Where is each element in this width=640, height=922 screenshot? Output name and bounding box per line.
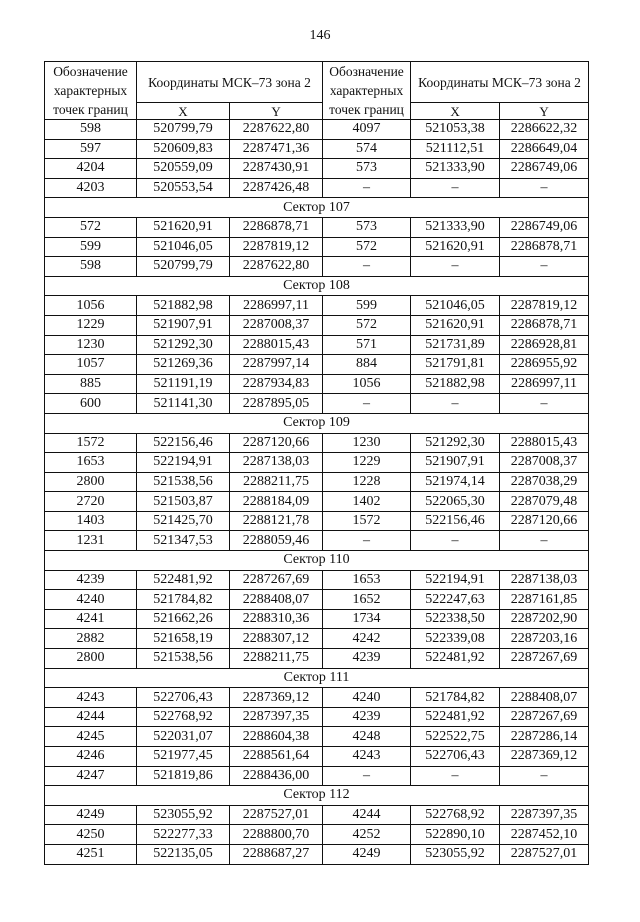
- right-x-cell: –: [411, 766, 500, 786]
- table-row: [45, 531, 589, 551]
- left-point-cell: 1403: [45, 511, 137, 531]
- left-x-cell: 522031,07: [137, 727, 230, 747]
- right-x-cell: 522768,92: [411, 805, 500, 825]
- table-row: [45, 766, 589, 786]
- table-row: [45, 629, 589, 649]
- left-x-cell: 520559,09: [137, 159, 230, 179]
- table-row: [45, 649, 589, 669]
- left-point-cell: 4251: [45, 844, 137, 864]
- right-point-cell: 4242: [323, 629, 411, 649]
- right-point-cell: 4248: [323, 727, 411, 747]
- right-y-cell: 2287286,14: [500, 727, 589, 747]
- left-y-cell: 2288184,09: [230, 492, 323, 512]
- right-x-cell: 522247,63: [411, 590, 500, 610]
- left-y-cell: 2287138,03: [230, 453, 323, 473]
- table-row: [45, 511, 589, 531]
- right-y-cell: 2287267,69: [500, 649, 589, 669]
- right-y-cell: 2286749,06: [500, 159, 589, 179]
- sector-label: Сектор 108: [45, 276, 589, 296]
- left-point-cell: 597: [45, 139, 137, 159]
- left-y-cell: 2288211,75: [230, 649, 323, 669]
- left-y-cell: 2287369,12: [230, 688, 323, 708]
- right-point-cell: 1572: [323, 511, 411, 531]
- right-x-cell: 521882,98: [411, 374, 500, 394]
- left-x-cell: 522135,05: [137, 844, 230, 864]
- left-x-cell: 521658,19: [137, 629, 230, 649]
- left-x-cell: 521141,30: [137, 394, 230, 414]
- left-x-cell: 521292,30: [137, 335, 230, 355]
- left-y-cell: 2288211,75: [230, 472, 323, 492]
- left-point-cell: 4244: [45, 707, 137, 727]
- left-y-cell: 2287997,14: [230, 355, 323, 375]
- right-y-cell: 2287138,03: [500, 570, 589, 590]
- left-point-cell: 4241: [45, 609, 137, 629]
- left-point-cell: 4239: [45, 570, 137, 590]
- right-y-cell: –: [500, 531, 589, 551]
- left-x-cell: 521191,19: [137, 374, 230, 394]
- left-x-cell: 521784,82: [137, 590, 230, 610]
- right-y-cell: 2287008,37: [500, 453, 589, 473]
- right-y-cell: 2288408,07: [500, 688, 589, 708]
- right-x-cell: –: [411, 257, 500, 277]
- left-point-cell: 572: [45, 217, 137, 237]
- table-row: [45, 120, 589, 140]
- left-point-cell: 2800: [45, 472, 137, 492]
- left-y-cell: 2287397,35: [230, 707, 323, 727]
- table-row: [45, 315, 589, 335]
- table-row: [45, 355, 589, 375]
- left-y-cell: 2288310,36: [230, 609, 323, 629]
- right-x-cell: 521292,30: [411, 433, 500, 453]
- left-y-cell: 2288408,07: [230, 590, 323, 610]
- left-x-cell: 521819,86: [137, 766, 230, 786]
- right-point-cell: –: [323, 766, 411, 786]
- right-x-cell: 522194,91: [411, 570, 500, 590]
- left-y-cell: 2287527,01: [230, 805, 323, 825]
- left-y-cell: 2287895,05: [230, 394, 323, 414]
- right-y-cell: 2287819,12: [500, 296, 589, 316]
- right-x-cell: 521333,90: [411, 217, 500, 237]
- left-y-cell: 2288121,78: [230, 511, 323, 531]
- right-point-cell: 573: [323, 217, 411, 237]
- right-x-cell: 522065,30: [411, 492, 500, 512]
- left-x-cell: 520609,83: [137, 139, 230, 159]
- coordinates-table: [44, 61, 589, 865]
- table-row: [45, 844, 589, 864]
- right-y-cell: 2287527,01: [500, 844, 589, 864]
- right-y-header: Y: [500, 103, 589, 120]
- right-point-cell: 574: [323, 139, 411, 159]
- right-x-cell: 522156,46: [411, 511, 500, 531]
- table-row: [45, 727, 589, 747]
- left-x-cell: 521907,91: [137, 315, 230, 335]
- left-x-cell: 521046,05: [137, 237, 230, 257]
- left-point-cell: 2720: [45, 492, 137, 512]
- left-point-cell: 1572: [45, 433, 137, 453]
- right-point-cell: –: [323, 178, 411, 198]
- right-x-cell: 521731,89: [411, 335, 500, 355]
- sector-label: Сектор 110: [45, 551, 589, 571]
- right-y-cell: 2286622,32: [500, 120, 589, 140]
- left-x-cell: 522156,46: [137, 433, 230, 453]
- table-row: [45, 433, 589, 453]
- left-x-cell: 522768,92: [137, 707, 230, 727]
- right-point-cell: 4097: [323, 120, 411, 140]
- left-y-cell: 2287426,48: [230, 178, 323, 198]
- left-x-cell: 521425,70: [137, 511, 230, 531]
- right-y-cell: 2286649,04: [500, 139, 589, 159]
- left-x-cell: 520799,79: [137, 257, 230, 277]
- right-x-cell: 521046,05: [411, 296, 500, 316]
- left-point-cell: 4243: [45, 688, 137, 708]
- left-point-cell: 1653: [45, 453, 137, 473]
- right-point-cell: 573: [323, 159, 411, 179]
- left-point-cell: 1229: [45, 315, 137, 335]
- left-point-cell: 4249: [45, 805, 137, 825]
- left-point-cell: 4246: [45, 747, 137, 767]
- table-row: [45, 374, 589, 394]
- left-x-cell: 521347,53: [137, 531, 230, 551]
- table-body: [45, 120, 589, 865]
- left-x-cell: 521538,56: [137, 472, 230, 492]
- right-x-cell: 521112,51: [411, 139, 500, 159]
- table-row: [45, 296, 589, 316]
- left-y-cell: 2288307,12: [230, 629, 323, 649]
- right-point-cell: 4239: [323, 707, 411, 727]
- table-row: [45, 139, 589, 159]
- right-point-cell: 4243: [323, 747, 411, 767]
- table-row: [45, 688, 589, 708]
- left-y-header: Y: [230, 103, 323, 120]
- right-x-cell: 521791,81: [411, 355, 500, 375]
- right-y-cell: 2287202,90: [500, 609, 589, 629]
- right-coords-header: Координаты МСК–73 зона 2: [411, 62, 589, 103]
- right-point-cell: 1402: [323, 492, 411, 512]
- table-row: [45, 178, 589, 198]
- right-point-header: Обозначение характерных точек границ: [323, 62, 411, 120]
- left-x-cell: 521977,45: [137, 747, 230, 767]
- right-x-cell: 521907,91: [411, 453, 500, 473]
- right-point-cell: 1056: [323, 374, 411, 394]
- sector-row: [45, 668, 589, 688]
- right-x-cell: 522522,75: [411, 727, 500, 747]
- right-x-cell: 522706,43: [411, 747, 500, 767]
- sector-row: [45, 413, 589, 433]
- left-x-header: X: [137, 103, 230, 120]
- right-y-cell: 2287369,12: [500, 747, 589, 767]
- right-point-cell: 4240: [323, 688, 411, 708]
- table-row: [45, 237, 589, 257]
- right-y-cell: 2287038,29: [500, 472, 589, 492]
- right-x-cell: 522890,10: [411, 825, 500, 845]
- right-x-cell: 521974,14: [411, 472, 500, 492]
- right-y-cell: 2287452,10: [500, 825, 589, 845]
- right-y-cell: 2286878,71: [500, 237, 589, 257]
- right-point-cell: 884: [323, 355, 411, 375]
- sector-label: Сектор 107: [45, 198, 589, 218]
- sector-label: Сектор 112: [45, 786, 589, 806]
- left-x-cell: 522481,92: [137, 570, 230, 590]
- left-point-cell: 1230: [45, 335, 137, 355]
- right-y-cell: 2287267,69: [500, 707, 589, 727]
- left-point-header: Обозначение характерных точек границ: [45, 62, 137, 120]
- table-row: [45, 492, 589, 512]
- right-point-cell: 1229: [323, 453, 411, 473]
- right-y-cell: 2287120,66: [500, 511, 589, 531]
- right-point-cell: 1652: [323, 590, 411, 610]
- table-row: [45, 609, 589, 629]
- right-x-cell: 521620,91: [411, 237, 500, 257]
- table-row: [45, 394, 589, 414]
- left-point-cell: 4247: [45, 766, 137, 786]
- left-y-cell: 2287471,36: [230, 139, 323, 159]
- right-point-cell: 1230: [323, 433, 411, 453]
- left-x-cell: 522706,43: [137, 688, 230, 708]
- left-point-cell: 2882: [45, 629, 137, 649]
- right-x-cell: 521784,82: [411, 688, 500, 708]
- left-x-cell: 521269,36: [137, 355, 230, 375]
- left-point-cell: 4240: [45, 590, 137, 610]
- right-x-cell: 522481,92: [411, 649, 500, 669]
- sector-row: [45, 198, 589, 218]
- sector-row: [45, 276, 589, 296]
- left-y-cell: 2288015,43: [230, 335, 323, 355]
- left-point-cell: 885: [45, 374, 137, 394]
- right-point-cell: 1653: [323, 570, 411, 590]
- left-point-cell: 4245: [45, 727, 137, 747]
- right-point-cell: –: [323, 257, 411, 277]
- left-x-cell: 521538,56: [137, 649, 230, 669]
- table-row: [45, 257, 589, 277]
- right-x-cell: 522339,08: [411, 629, 500, 649]
- right-y-cell: 2286749,06: [500, 217, 589, 237]
- right-y-cell: –: [500, 178, 589, 198]
- right-point-cell: 1228: [323, 472, 411, 492]
- left-point-cell: 600: [45, 394, 137, 414]
- table-row: [45, 825, 589, 845]
- right-point-cell: –: [323, 531, 411, 551]
- right-y-cell: 2287079,48: [500, 492, 589, 512]
- right-x-header: X: [411, 103, 500, 120]
- right-point-cell: 4249: [323, 844, 411, 864]
- table-row: [45, 805, 589, 825]
- left-point-cell: 598: [45, 257, 137, 277]
- right-x-cell: 522338,50: [411, 609, 500, 629]
- page-number: 146: [309, 28, 331, 43]
- right-point-cell: 4244: [323, 805, 411, 825]
- right-y-cell: 2287161,85: [500, 590, 589, 610]
- left-x-cell: 520799,79: [137, 120, 230, 140]
- right-y-cell: –: [500, 766, 589, 786]
- left-point-cell: 2800: [45, 649, 137, 669]
- sector-row: [45, 551, 589, 571]
- left-coords-header: Координаты МСК–73 зона 2: [137, 62, 323, 103]
- left-y-cell: 2287008,37: [230, 315, 323, 335]
- table-row: [45, 217, 589, 237]
- right-x-cell: –: [411, 531, 500, 551]
- sector-row: [45, 786, 589, 806]
- right-point-cell: 1734: [323, 609, 411, 629]
- left-y-cell: 2288561,64: [230, 747, 323, 767]
- right-point-cell: 572: [323, 237, 411, 257]
- left-y-cell: 2288436,00: [230, 766, 323, 786]
- left-point-cell: 4250: [45, 825, 137, 845]
- left-point-cell: 598: [45, 120, 137, 140]
- table-row: [45, 747, 589, 767]
- right-y-cell: 2288015,43: [500, 433, 589, 453]
- left-point-cell: 1057: [45, 355, 137, 375]
- left-x-cell: 521662,26: [137, 609, 230, 629]
- left-x-cell: 520553,54: [137, 178, 230, 198]
- left-x-cell: 522277,33: [137, 825, 230, 845]
- right-y-cell: 2286878,71: [500, 315, 589, 335]
- left-x-cell: 521503,87: [137, 492, 230, 512]
- right-y-cell: 2287397,35: [500, 805, 589, 825]
- table-row: [45, 570, 589, 590]
- right-x-cell: 522481,92: [411, 707, 500, 727]
- right-point-cell: 4239: [323, 649, 411, 669]
- left-y-cell: 2287120,66: [230, 433, 323, 453]
- table-row: [45, 159, 589, 179]
- left-x-cell: 523055,92: [137, 805, 230, 825]
- sector-label: Сектор 111: [45, 668, 589, 688]
- table-row: [45, 335, 589, 355]
- right-x-cell: 521053,38: [411, 120, 500, 140]
- right-x-cell: 521620,91: [411, 315, 500, 335]
- left-y-cell: 2288687,27: [230, 844, 323, 864]
- right-x-cell: 521333,90: [411, 159, 500, 179]
- left-y-cell: 2287622,80: [230, 257, 323, 277]
- right-point-cell: 4252: [323, 825, 411, 845]
- left-x-cell: 522194,91: [137, 453, 230, 473]
- table-row: [45, 590, 589, 610]
- left-point-cell: 1231: [45, 531, 137, 551]
- table-row: [45, 472, 589, 492]
- left-y-cell: 2287934,83: [230, 374, 323, 394]
- right-y-cell: 2286997,11: [500, 374, 589, 394]
- right-x-cell: –: [411, 178, 500, 198]
- right-y-cell: –: [500, 257, 589, 277]
- left-y-cell: 2287622,80: [230, 120, 323, 140]
- right-x-cell: –: [411, 394, 500, 414]
- left-y-cell: 2288604,38: [230, 727, 323, 747]
- left-x-cell: 521882,98: [137, 296, 230, 316]
- table-row: [45, 453, 589, 473]
- table-row: [45, 707, 589, 727]
- right-y-cell: 2286928,81: [500, 335, 589, 355]
- left-y-cell: 2286997,11: [230, 296, 323, 316]
- left-point-cell: 599: [45, 237, 137, 257]
- left-x-cell: 521620,91: [137, 217, 230, 237]
- right-point-cell: 572: [323, 315, 411, 335]
- left-point-cell: 4203: [45, 178, 137, 198]
- left-y-cell: 2286878,71: [230, 217, 323, 237]
- right-x-cell: 523055,92: [411, 844, 500, 864]
- left-y-cell: 2288800,70: [230, 825, 323, 845]
- left-y-cell: 2287430,91: [230, 159, 323, 179]
- left-y-cell: 2287819,12: [230, 237, 323, 257]
- left-y-cell: 2288059,46: [230, 531, 323, 551]
- sector-label: Сектор 109: [45, 413, 589, 433]
- right-y-cell: 2287203,16: [500, 629, 589, 649]
- right-y-cell: 2286955,92: [500, 355, 589, 375]
- left-point-cell: 1056: [45, 296, 137, 316]
- right-point-cell: –: [323, 394, 411, 414]
- right-y-cell: –: [500, 394, 589, 414]
- right-point-cell: 599: [323, 296, 411, 316]
- left-y-cell: 2287267,69: [230, 570, 323, 590]
- left-point-cell: 4204: [45, 159, 137, 179]
- right-point-cell: 571: [323, 335, 411, 355]
